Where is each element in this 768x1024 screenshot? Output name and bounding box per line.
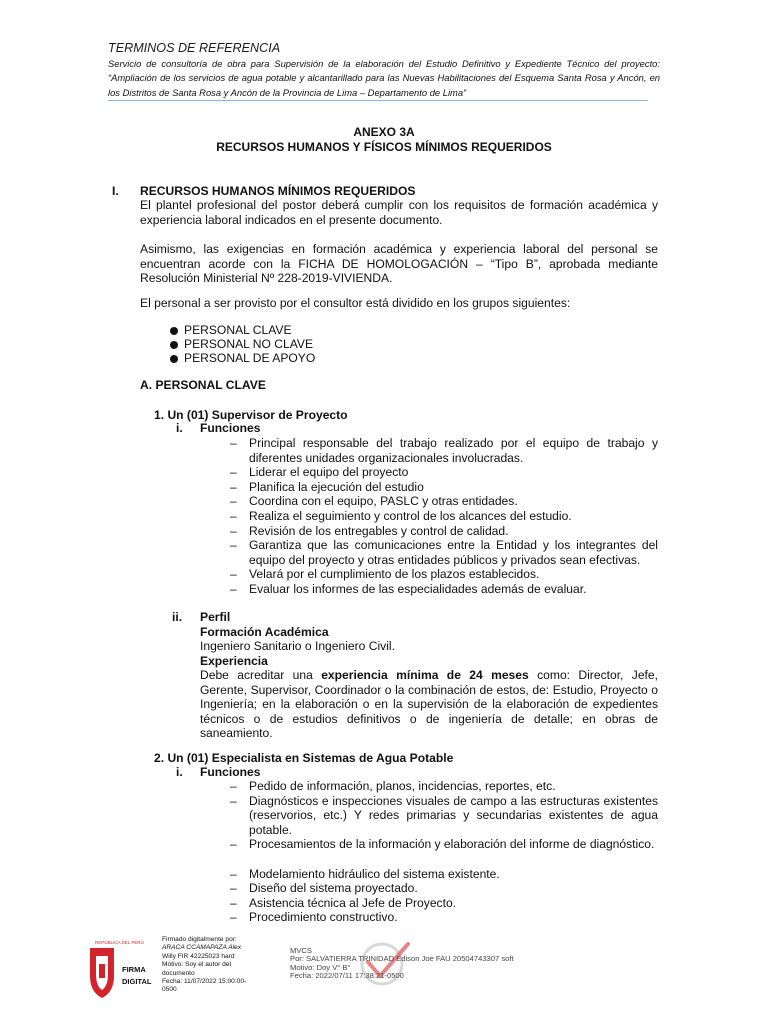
experiencia-title: Experiencia: [200, 654, 268, 668]
section-paragraph-1: El plantel profesional del postor deberá cumplir con los requisitos de formación académica y experiencia laboral indicados en el presente documento.: [140, 198, 658, 227]
role-1-perfil-label: ii.: [172, 610, 183, 624]
dash-marker: –: [230, 509, 237, 523]
list-item: Diseño del sistema proyectado.: [249, 881, 418, 896]
role-1-funciones-title: Funciones: [200, 421, 261, 435]
section-paragraph-2: Asimismo, las exigencias en formación académica y experiencia laboral del personal se encuentran acorde con la FICHA DE HOMOLOGACIÓN – “Tipo B”, aprobada mediante Resolución Ministerial Nº 228-2019-VIVIENDA.: [140, 242, 658, 286]
list-item: Pedido de información, planos, incidencias, reportes, etc.: [249, 779, 556, 793]
role-1-perfil-title: Perfil: [200, 610, 231, 624]
list-item: Garantiza que las comunicaciones entre la Entidad y los integrantes del equipo del proyecto y otras entidades públicos y privados sean efectivas.: [249, 538, 658, 567]
dash-marker: –: [230, 582, 237, 596]
list-item: Revisión de los entregables y control de calidad.: [249, 523, 509, 538]
dash-marker: –: [230, 793, 237, 808]
list-item: PERSONAL NO CLAVE: [184, 337, 314, 351]
experiencia-text: [200, 668, 658, 741]
signature-line: Fecha: 11/07/2022 15:00:00-0500: [162, 978, 247, 994]
bullet-icon: [170, 341, 178, 349]
role-1-title: 1. Un (01) Supervisor de Proyecto: [154, 408, 348, 422]
role-2-title: 2. Un (01) Especialista en Sistemas de Agua Potable: [154, 751, 454, 765]
dash-marker: –: [230, 866, 237, 881]
dash-marker: –: [230, 436, 237, 450]
seal-top-label: REPÚBLICA DEL PERÚ: [95, 940, 144, 945]
signature-line: Motivo: Doy V° B°: [290, 962, 351, 972]
signature-1-details: [162, 936, 252, 1006]
header-title: TERMINOS DE REFERENCIA: [108, 41, 281, 55]
bullet-icon: [170, 355, 178, 363]
signature-line: documento: [162, 969, 195, 977]
experiencia-text-post: como: Director, Jefe, Gerente, Supervisor, Coordinador o la combinación de estos, de: Estudio, Proyecto o Ingeniería; en la elaboración o en la supervisión de la elaboración de expedientes técnicos o de estudios definitivos o de ingeniería de detalle; en obras de saneamiento.: [200, 668, 658, 741]
list-item: Coordina con el equipo, PASLC y otras entidades.: [249, 494, 518, 509]
signature-line: ARACA CCAMAPAZA Alex: [162, 944, 242, 952]
section-title: RECURSOS HUMANOS MÍNIMOS REQUERIDOS: [140, 184, 416, 198]
section-number: I.: [112, 184, 119, 198]
list-item: Asistencia técnica al Jefe de Proyecto.: [249, 895, 457, 910]
signature-line: Willy FIR 42225023 hard: [162, 952, 235, 960]
digital-signature-seal: [80, 934, 162, 1006]
dash-marker: –: [230, 779, 237, 793]
dash-marker: –: [230, 465, 237, 480]
dash-marker: –: [230, 567, 237, 582]
experiencia-text-pre: Debe acreditar una: [200, 668, 322, 682]
document-header: [108, 41, 660, 100]
header-project-description: Servicio de consultoría de obra para Supervisión de la elaboración del Estudio Definitivo y Expediente Técnico del proyecto: “Ampliación de los servicios de agua potable y alcantarillado para las Nuevas Habilitaciones del Esquema Santa Rosa y Ancón, en los Distritos de Santa Rosa y Ancón de la Provincia de Lima – Departamento de Lima”: [108, 58, 660, 98]
list-item: PERSONAL DE APOYO: [184, 351, 316, 365]
seal-label-firma: FIRMA: [122, 965, 146, 974]
header-divider: [108, 100, 648, 101]
signature-2-details: [290, 947, 514, 981]
signature-line: Firmado digitalmente por:: [162, 936, 237, 943]
signature-line: MVCS: [290, 946, 312, 955]
list-item: Modelamiento hidráulico del sistema existente.: [249, 866, 500, 881]
role-1-funciones-label: i.: [176, 421, 183, 435]
annex-subtitle: RECURSOS HUMANOS Y FÍSICOS MÍNIMOS REQUERIDOS: [216, 140, 552, 154]
dash-marker: –: [230, 910, 237, 925]
experiencia-highlight: experiencia mínima de 24 meses: [321, 668, 529, 682]
role-2-funciones-title: Funciones: [200, 765, 261, 779]
list-item: Principal responsable del trabajo realizado por el equipo de trabajo y diferentes unidades organizacionales involucradas.: [249, 436, 658, 465]
bullet-icon: [170, 327, 178, 335]
role-2-funciones-label: i.: [176, 765, 183, 779]
formacion-text: Ingeniero Sanitario o Ingeniero Civil.: [200, 639, 395, 653]
section-paragraph-3: El personal a ser provisto por el consultor está dividido en los grupos siguientes:: [140, 296, 571, 310]
dash-marker: –: [230, 837, 237, 852]
dash-marker: –: [230, 881, 237, 896]
signature-line: Fecha: 2022/07/11 17:38:21-0500: [290, 971, 404, 981]
dash-marker: –: [230, 538, 237, 553]
signature-line: Por: SALVATIERRA TRINIDAD Edison Joe FAU 20504743307 soft: [290, 954, 514, 964]
dash-marker: –: [230, 895, 237, 910]
seal-label-digital: DIGITAL: [122, 977, 152, 986]
list-item: Evaluar los informes de las especialidades además de evaluar.: [249, 582, 587, 596]
signature-line: Motivo: Soy el autor del: [162, 961, 231, 969]
dash-marker: –: [230, 523, 237, 538]
list-item: Procesamientos de la información y elaboración del informe de diagnóstico.: [249, 837, 655, 852]
list-item: Velará por el cumplimiento de los plazos establecidos.: [249, 567, 540, 582]
dash-marker: –: [230, 479, 237, 494]
subsection-heading: A. PERSONAL CLAVE: [140, 378, 266, 392]
list-item: Diagnósticos e inspecciones visuales de campo a las estructuras existentes (reservorios, etc.) Y redes primarias y secundarias existentes de agua potable.: [249, 793, 658, 837]
dash-marker: –: [230, 494, 237, 509]
list-item: Procedimiento constructivo.: [249, 910, 398, 925]
annex-title: ANEXO 3A: [353, 125, 415, 139]
list-item: Realiza el seguimiento y control de los alcances del estudio.: [249, 509, 572, 523]
list-item: Liderar el equipo del proyecto: [249, 465, 409, 480]
list-item: Planifica la ejecución del estudio: [249, 479, 424, 494]
formacion-title: Formación Académica: [200, 625, 329, 639]
list-item: PERSONAL CLAVE: [184, 323, 292, 337]
